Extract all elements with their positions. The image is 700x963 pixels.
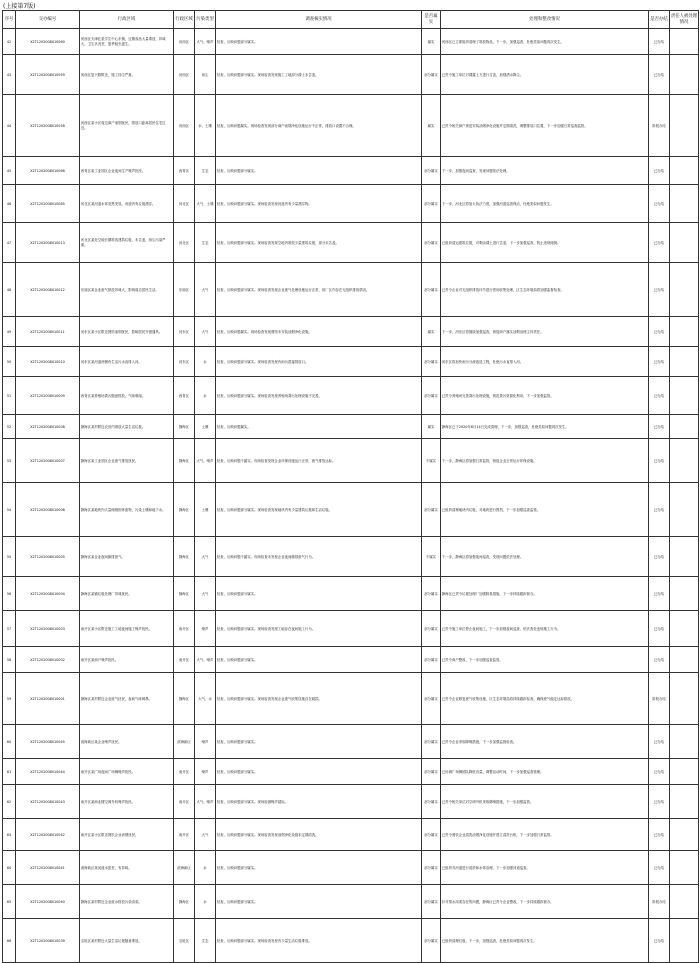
row-closed: 已办结: [649, 29, 670, 55]
header-cell: 调查核实情况: [216, 11, 422, 29]
row-closed: 已办结: [649, 759, 670, 785]
row-accountability: [670, 759, 699, 785]
row-survey: 经查，反映问题不属实。现场检查发现企业环保设施运行正常，废气排放达标。: [216, 439, 422, 483]
table-row: [3, 415, 699, 439]
row-closed: 已办结: [649, 725, 670, 759]
row-accountability: [670, 55, 699, 95]
row-closed: 已办结: [649, 415, 670, 439]
row-accountability: [670, 725, 699, 759]
row-district: 河西区: [174, 55, 195, 95]
row-accountability: [670, 439, 699, 483]
row-number: 51: [3, 377, 16, 415]
row-district: 宝坻区: [174, 919, 195, 963]
row-content: 静海区某地块内大量倾倒固体废物，污染土壤和地下水。: [80, 483, 174, 537]
row-district: 静海区: [174, 537, 195, 577]
row-handling: 已组织清运建筑垃圾，对剩余裸土进行苫盖，下一步加强巡查，防止违规倾倒。: [441, 223, 649, 263]
row-code: X2T1202008010004: [16, 577, 80, 611]
row-accountability: [670, 263, 699, 317]
row-code: X2T1202008010059: [16, 55, 80, 95]
row-district: 静海区: [174, 439, 195, 483]
table-row: [3, 317, 699, 347]
row-number: 59: [3, 673, 16, 725]
row-handling: 静海区已于2020年8月14日完成清理，下一步，加强巡查，杜绝类似问题再次发生。: [441, 415, 649, 439]
row-survey: 经查，反映问题部分属实。现场检查发现工地存在夜间施工行为。: [216, 611, 422, 647]
row-content: 南开区某小区附近餐饮企业油烟扰民。: [80, 819, 174, 851]
row-content: 静海区某村附近企业废气扰民，夜间气味刺鼻。: [80, 673, 174, 725]
table-row: [3, 377, 699, 415]
row-number: 49: [3, 317, 16, 347]
row-handling: 河西区已立即组织清理了堆放物品，下一步，加强巡查，杜绝类似问题再次发生。: [441, 29, 649, 55]
row-pollution-type: 大气: [195, 317, 216, 347]
row-code: X2T1202008010005: [16, 537, 80, 577]
row-content: 东丽区某企业废气排放异味大，影响周边居民生活。: [80, 263, 174, 317]
row-verified: 不属实: [422, 537, 441, 577]
row-content: 南开区某商户噪声扰民。: [80, 647, 174, 673]
row-district: 滨海新区: [174, 725, 195, 759]
row-code: X2T1202008010012: [16, 263, 80, 317]
row-code: X2T1202008010041: [16, 851, 80, 885]
table-row: [3, 483, 699, 537]
table-row: [3, 759, 699, 785]
row-content: 静海区某工业园区企业废气排放扰民。: [80, 439, 174, 483]
table-row: [3, 577, 699, 611]
table-row: [3, 785, 699, 819]
row-number: 65: [3, 885, 16, 919]
row-pollution-type: 大气: [195, 577, 216, 611]
row-verified: 部分属实: [422, 185, 441, 223]
row-handling: 已组织清理垃圾，下一步，加强巡查，杜绝类似问题再次发生。: [441, 919, 649, 963]
table-row: [3, 611, 699, 647]
row-number: 62: [3, 785, 16, 819]
row-district: 西青区: [174, 157, 195, 185]
row-handling: 静海区已责令垃圾处理厂加强除臭措施，下一步持续跟踪督办。: [441, 577, 649, 611]
row-closed: 阶段办结: [649, 95, 670, 157]
row-accountability: [670, 483, 699, 537]
row-code: X2T1202008010008: [16, 415, 80, 439]
row-content: 南开区某小区附近施工工地夜间施工噪声扰民。: [80, 611, 174, 647]
row-pollution-type: 水: [195, 851, 216, 885]
row-accountability: [670, 157, 699, 185]
row-closed: 已办结: [649, 55, 670, 95]
table-row: [3, 885, 699, 919]
row-survey: 经查，反映问题部分属实。: [216, 851, 422, 885]
row-survey: 经查，反映问题部分属实。现场检查发现空地内堆放少量建筑垃圾，部分未苫盖。: [216, 223, 422, 263]
row-handling: 针对排水沟渠存在的问题，静海区已责令企业整改，下一步持续跟踪督办。: [441, 885, 649, 919]
row-content: 宝坻区某村附近大量生活垃圾随意堆放。: [80, 919, 174, 963]
row-closed: 已办结: [649, 317, 670, 347]
row-pollution-type: 生态: [195, 919, 216, 963]
row-survey: 经查，反映问题部分属实。: [216, 29, 422, 55]
table-row: [3, 263, 699, 317]
row-verified: 部分属实: [422, 919, 441, 963]
table-body: [3, 29, 699, 963]
row-content: 河东区某小区附近餐馆油烟扰民，影响居民开窗通风。: [80, 317, 174, 347]
header-cell: 是否属实: [422, 11, 441, 29]
row-pollution-type: 生态: [195, 157, 216, 185]
header-cell: 行政区域: [174, 11, 195, 29]
row-verified: 部分属实: [422, 223, 441, 263]
row-accountability: [670, 29, 699, 55]
row-verified: 部分属实: [422, 725, 441, 759]
row-pollution-type: 大气、噪声: [195, 439, 216, 483]
row-survey: 经查，反映问题部分属实。: [216, 885, 422, 919]
row-pollution-type: 土壤: [195, 483, 216, 537]
row-pollution-type: 水、土壤: [195, 95, 216, 157]
table-row: [3, 55, 699, 95]
row-district: 静海区: [174, 483, 195, 537]
row-district: 河西区: [174, 95, 195, 157]
row-verified: 部分属实: [422, 377, 441, 415]
row-number: 45: [3, 157, 16, 185]
row-code: X2T1202008010002: [16, 647, 80, 673]
row-handling: 已责令养殖场完善粪污处理设施，规范粪污资源化利用，下一步加强监管。: [441, 377, 649, 415]
row-district: 静海区: [174, 673, 195, 725]
row-pollution-type: 大气: [195, 537, 216, 577]
row-number: 56: [3, 577, 16, 611]
row-handling: 已责令企业修复废气收集设施，区生态环境局将持续跟踪检查，确保废气稳定达标排放。: [441, 673, 649, 725]
row-verified: 属实: [422, 415, 441, 439]
row-closed: 已办结: [649, 785, 670, 819]
row-number: 44: [3, 95, 16, 157]
row-accountability: [670, 95, 699, 157]
row-accountability: [670, 415, 699, 439]
row-handling: 已协调广场舞团队降低音量、调整活动时间，下一步加强巡查管理。: [441, 759, 649, 785]
row-verified: 部分属实: [422, 577, 441, 611]
row-number: 60: [3, 725, 16, 759]
row-survey: 经查，反映问题部分属实。现场检查发现施工工地部分裸土未苫盖。: [216, 55, 422, 95]
row-closed: 已办结: [649, 263, 670, 317]
row-verified: 部分属实: [422, 819, 441, 851]
row-handling: 下一步，静海区将加强日常监管，督促企业正常运行环保设施。: [441, 439, 649, 483]
table-header-row: [3, 11, 699, 29]
row-pollution-type: 水: [195, 347, 216, 377]
row-code: X2T1202008010009: [16, 377, 80, 415]
row-district: 河东区: [174, 317, 195, 347]
table-row: [3, 347, 699, 377]
row-district: 河北区: [174, 223, 195, 263]
row-closed: 已办结: [649, 223, 670, 263]
row-number: 52: [3, 415, 16, 439]
row-survey: 经查，反映问题部分属实。现场检测噪声超标。: [216, 785, 422, 819]
row-number: 43: [3, 55, 16, 95]
row-content: 西青区某工业园区企业夜间生产噪声扰民。: [80, 157, 174, 185]
row-survey: 经查，反映问题部分属实。: [216, 577, 422, 611]
header-cell: 序号: [3, 11, 16, 29]
row-closed: 阶段办结: [649, 673, 670, 725]
row-district: 静海区: [174, 885, 195, 919]
row-accountability: [670, 347, 699, 377]
row-pollution-type: 噪声: [195, 725, 216, 759]
row-pollution-type: 噪声: [195, 611, 216, 647]
row-number: 55: [3, 537, 16, 577]
row-content: 滨海新区某河道水质差，有异味。: [80, 851, 174, 885]
row-code: X2T1202008010043: [16, 785, 80, 819]
row-number: 61: [3, 759, 16, 785]
row-closed: 已办结: [649, 647, 670, 673]
table-row: [3, 95, 699, 157]
row-verified: 部分属实: [422, 55, 441, 95]
row-accountability: [670, 885, 699, 919]
row-verified: 属实: [422, 317, 441, 347]
row-number: 50: [3, 347, 16, 377]
row-district: 东丽区: [174, 263, 195, 317]
row-survey: 经查，反映问题属实。: [216, 415, 422, 439]
row-handling: 已责令企业对无组织排放环节进行密闭收集处理，区生态环境局将加强监督检查。: [441, 263, 649, 317]
row-verified: 部分属实: [422, 759, 441, 785]
row-code: X2T1202008010001: [16, 673, 80, 725]
row-closed: 阶段办结: [649, 885, 670, 919]
row-code: X2T1202008010058: [16, 95, 80, 157]
row-code: X2T1202008010007: [16, 439, 80, 483]
row-verified: 部分属实: [422, 347, 441, 377]
table-row: [3, 673, 699, 725]
row-handling: 已责令企业采取降噪措施，下一步加强监督检查。: [441, 725, 649, 759]
row-handling: 已责令施工单位对裸露土方进行苫盖，加强洒水降尘。: [441, 55, 649, 95]
row-closed: 已办结: [649, 347, 670, 377]
row-number: 63: [3, 819, 16, 851]
row-content: 河西区复兴路附近，施工扬尘严重。: [80, 55, 174, 95]
row-pollution-type: 土壤: [195, 415, 216, 439]
row-accountability: [670, 673, 699, 725]
table-row: [3, 537, 699, 577]
row-district: 南开区: [174, 785, 195, 819]
row-accountability: [670, 919, 699, 963]
table-row: [3, 819, 699, 851]
row-handling: 下一步，静海区将加强夜间巡查，发现问题依法处理。: [441, 537, 649, 577]
row-pollution-type: 大气、噪声: [195, 785, 216, 819]
row-content: 南开区某广场夜间广场舞噪声扰民。: [80, 759, 174, 785]
row-survey: 经查，反映问题不属实。现场检查未发现企业夜间偷排废气行为。: [216, 537, 422, 577]
continued-note: (上接第7版): [3, 3, 36, 10]
row-closed: 已办结: [649, 919, 670, 963]
row-handling: 已组织清理地块内垃圾，对地块进行围挡，下一步加强巡查监管。: [441, 483, 649, 537]
row-code: X2T1202008010010: [16, 347, 80, 377]
row-content: 静海区某镇垃圾处理厂异味扰民。: [80, 577, 174, 611]
row-pollution-type: 大气、噪声: [195, 647, 216, 673]
table-row: [3, 223, 699, 263]
row-handling: 下一步，河东区将继续加强巡查，督促商户落实油烟治理主体责任。: [441, 317, 649, 347]
row-code: X2T1202008010011: [16, 317, 80, 347]
header-cell: 处理和整改情况: [441, 11, 649, 29]
row-verified: 部分属实: [422, 673, 441, 725]
row-handling: 已责令施工单位停止夜间施工，下一步加强夜间巡查，依法查处违规施工行为。: [441, 611, 649, 647]
row-number: 57: [3, 611, 16, 647]
row-closed: 已办结: [649, 483, 670, 537]
row-pollution-type: 噪声: [195, 759, 216, 785]
table-row: [3, 29, 699, 55]
row-content: 河北区某处空地长期堆放建筑垃圾，未苫盖，扬尘污染严重。: [80, 223, 174, 263]
row-closed: 已办结: [649, 577, 670, 611]
row-accountability: [670, 647, 699, 673]
row-survey: 经查，反映问题部分属实。: [216, 157, 422, 185]
row-handling: 下一步，加强夜间巡查，发现问题依法处理。: [441, 157, 649, 185]
row-closed: 已办结: [649, 439, 670, 483]
row-district: 滨海新区: [174, 851, 195, 885]
row-pollution-type: 生态: [195, 223, 216, 263]
row-handling: 已组织对河道进行清淤和水体治理，下一步加强河道巡查。: [441, 851, 649, 885]
table-row: [3, 439, 699, 483]
row-number: 58: [3, 647, 16, 673]
row-content: 静海区某企业夜间偷排废气。: [80, 537, 174, 577]
row-closed: 已办结: [649, 537, 670, 577]
row-handling: 已责令相关商户规范安装油烟净化设施并定期清洗，调整排放口位置，下一步加强日常巡查监管。: [441, 95, 649, 157]
row-accountability: [670, 223, 699, 263]
row-accountability: [670, 537, 699, 577]
row-accountability: [670, 851, 699, 885]
row-number: 46: [3, 185, 16, 223]
row-number: 64: [3, 851, 16, 885]
petition-table: [2, 10, 699, 963]
row-code: X2T1202008010065: [16, 185, 80, 223]
row-accountability: [670, 819, 699, 851]
row-content: 滨海新区某企业噪声扰民。: [80, 725, 174, 759]
row-verified: 部分属实: [422, 611, 441, 647]
row-number: 47: [3, 223, 16, 263]
row-code: X2T1202008010039: [16, 919, 80, 963]
row-number: 66: [3, 919, 16, 963]
row-content: 南开区某商业楼空调外机噪声扰民。: [80, 785, 174, 819]
row-handling: 已责令餐饮企业清洗油烟净化设施并建立清洗台账，下一步加强日常监管。: [441, 819, 649, 851]
row-handling: 已责令相关单位对空调外机采取降噪措施，下一步加强监管。: [441, 785, 649, 819]
row-handling: 河东区将加快雨污分流改造工程，杜绝污水直排入河。: [441, 347, 649, 377]
table-row: [3, 157, 699, 185]
row-district: 河西区: [174, 29, 195, 55]
row-content: 河东区某河道两侧有生活污水直排入河。: [80, 347, 174, 377]
header-cell: 污染类型: [195, 11, 216, 29]
row-accountability: [670, 185, 699, 223]
row-content: 河北区某河道水体发黑发臭，河道内有垃圾漂浮。: [80, 185, 174, 223]
row-code: X2T1202008010045: [16, 725, 80, 759]
row-survey: 经查，反映问题部分属实。: [216, 647, 422, 673]
row-number: 42: [3, 29, 16, 55]
row-pollution-type: 大气、水: [195, 673, 216, 725]
row-pollution-type: 大气: [195, 263, 216, 317]
row-number: 53: [3, 439, 16, 483]
row-accountability: [670, 785, 699, 819]
row-survey: 经查，反映问题部分属实。现场检查发现有少量生活垃圾堆放。: [216, 919, 422, 963]
row-code: X2T1202008010006: [16, 483, 80, 537]
row-pollution-type: 水: [195, 377, 216, 415]
row-verified: 属实: [422, 29, 441, 55]
row-accountability: [670, 317, 699, 347]
row-district: 静海区: [174, 577, 195, 611]
row-number: 54: [3, 483, 16, 537]
row-verified: 不属实: [422, 439, 441, 483]
row-code: X2T1202008010040: [16, 885, 80, 919]
row-handling: 下一步，河北区将加大执法力度，加强河道巡查保洁，杜绝类似问题发生。: [441, 185, 649, 223]
row-verified: 部分属实: [422, 263, 441, 317]
row-survey: 经查，反映问题部分属实。: [216, 725, 422, 759]
row-survey: 经查，反映问题部分属实。现场检查发现养殖场粪污处理设施不完善。: [216, 377, 422, 415]
row-district: 南开区: [174, 611, 195, 647]
row-pollution-type: 大气、噪声: [195, 29, 216, 55]
row-content: 河西区某小区周边商户油烟扰民，排放口距离居民住宅过近。: [80, 95, 174, 157]
row-district: 河北区: [174, 185, 195, 223]
row-accountability: [670, 611, 699, 647]
row-code: X2T1202008010060: [16, 29, 80, 55]
row-accountability: [670, 577, 699, 611]
row-pollution-type: 扬尘: [195, 55, 216, 95]
row-closed: 已办结: [649, 819, 670, 851]
row-district: 西青区: [174, 377, 195, 415]
row-survey: 经查，反映问题部分属实。现场检查发现河道内有少量漂浮物。: [216, 185, 422, 223]
row-survey: 经查，反映问题属实。现场检查发现餐馆未安装油烟净化设施。: [216, 317, 422, 347]
row-content: 静海区某村附近企业废水排放污染沟渠。: [80, 885, 174, 919]
row-closed: 已办结: [649, 157, 670, 185]
header-cell: 交办编号: [16, 11, 80, 29]
row-survey: 经查，反映问题部分属实。现场检查发现企业废气收集设施存在破损。: [216, 673, 422, 725]
header-cell: 行政区域: [80, 11, 174, 29]
row-verified: 属实: [422, 95, 441, 157]
row-survey: 经查，反映问题部分属实。现场检查发现地块内有少量建筑垃圾和生活垃圾。: [216, 483, 422, 537]
row-survey: 经查，反映问题部分属实。现场检查发现企业废气处理设施运行正常，但厂区内存在无组织排放情况。: [216, 263, 422, 317]
row-survey: 经查，反映问题属实。现场检查发现部分商户油烟净化设施运行不正常，排放口设置不合理。: [216, 95, 422, 157]
header-cell: 是否办结: [649, 11, 670, 29]
table-row: [3, 185, 699, 223]
row-handling: 已责令商户整改，下一步加强巡查监管。: [441, 647, 649, 673]
row-code: X2T1202008010013: [16, 223, 80, 263]
row-closed: 已办结: [649, 185, 670, 223]
row-code: X2T1202008010044: [16, 759, 80, 785]
row-accountability: [670, 377, 699, 415]
row-code: X2T1202008010042: [16, 819, 80, 851]
row-content: 静海区某村附近农田内堆放大量生活垃圾。: [80, 415, 174, 439]
row-survey: 经查，反映问题部分属实。现场检查发现有雨污混接排放口。: [216, 347, 422, 377]
row-verified: 部分属实: [422, 885, 441, 919]
header-cell: 责任人被处理情况: [670, 11, 699, 29]
row-number: 48: [3, 263, 16, 317]
row-pollution-type: 大气: [195, 819, 216, 851]
table-row: [3, 919, 699, 963]
row-verified: 部分属实: [422, 851, 441, 885]
row-closed: 已办结: [649, 611, 670, 647]
row-code: X2T1202008010066: [16, 157, 80, 185]
row-verified: 部分属实: [422, 647, 441, 673]
row-content: 河西区天津红星学生中心东侧，过期食品大量堆放，异味大，卫生状况差，夏季蚊虫滋生。: [80, 29, 174, 55]
row-district: 河东区: [174, 347, 195, 377]
table-row: [3, 851, 699, 885]
row-survey: 经查，反映问题部分属实。现场检查发现油烟净化设施未定期清洗。: [216, 819, 422, 851]
table-row: [3, 725, 699, 759]
row-verified: 部分属实: [422, 483, 441, 537]
row-survey: 经查，反映问题部分属实。: [216, 759, 422, 785]
row-district: 南开区: [174, 647, 195, 673]
row-closed: 已办结: [649, 851, 670, 885]
row-code: X2T1202008010003: [16, 611, 80, 647]
row-verified: 部分属实: [422, 785, 441, 819]
row-district: 南开区: [174, 819, 195, 851]
row-district: 静海区: [174, 415, 195, 439]
row-content: 西青区某养殖场粪污随意排放，气味难闻。: [80, 377, 174, 415]
row-verified: 部分属实: [422, 157, 441, 185]
row-closed: 已办结: [649, 377, 670, 415]
row-pollution-type: 水: [195, 885, 216, 919]
row-district: 南开区: [174, 759, 195, 785]
table-row: [3, 647, 699, 673]
row-pollution-type: 大气、土壤: [195, 185, 216, 223]
